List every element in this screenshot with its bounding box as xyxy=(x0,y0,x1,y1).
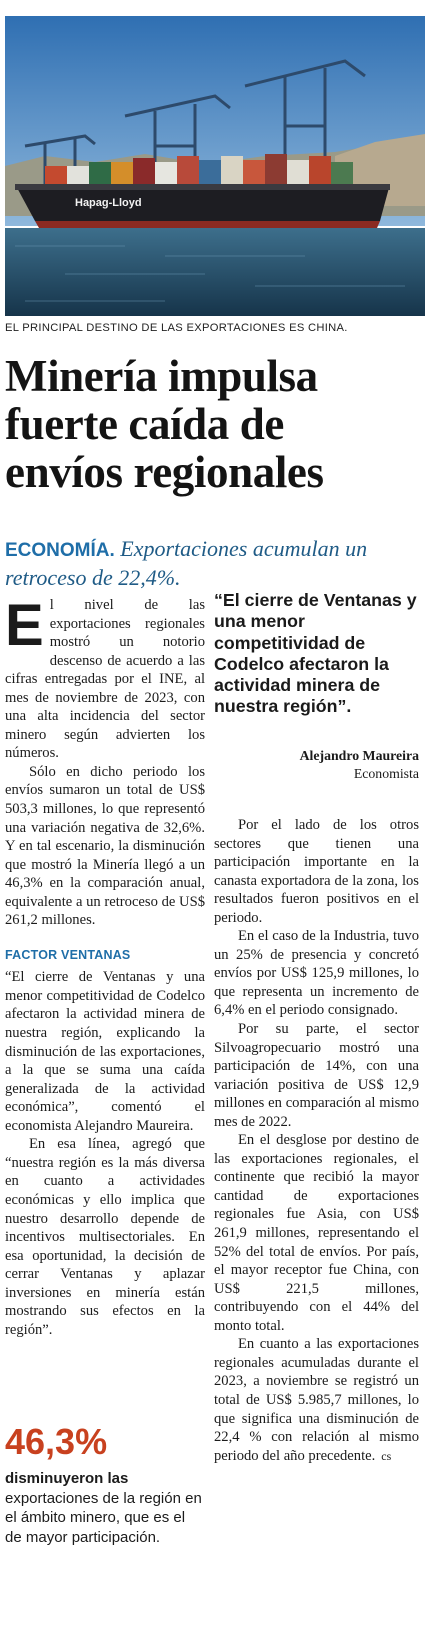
end-mark-icon: cs xyxy=(381,1448,392,1463)
headline xyxy=(5,352,425,496)
headline-line-2: fuerte caída de xyxy=(5,399,284,449)
paragraph-text: En cuanto a las exportaciones regionales acumuladas durante el 2023, a noviembre se registró un total de US$ 5.985,7 millones, lo que significa una disminución de 22,4 % con relación al mismo periodo del año precedente. xyxy=(214,1336,419,1464)
paragraph: En esa línea, agregó que “nuestra región es la más diversa en cuanto a actividades económicas y ello implica que nuestro desarrollo depende de incentivos multisectoriales. En esa oportunidad, la decisión de cerrar Ventanas y aplazar inversiones en minería están mostrando sus efectos en la región”. xyxy=(5,1136,205,1338)
deck xyxy=(5,535,425,591)
section-subhead: FACTOR VENTANAS xyxy=(5,947,131,962)
quote-author: Alejandro Maureira xyxy=(299,748,419,763)
quote-author-role: Economista xyxy=(353,766,419,781)
paragraph xyxy=(214,1335,419,1465)
drop-cap: E xyxy=(5,593,44,658)
body-column-left xyxy=(5,593,205,1339)
paragraph: En el caso de la Industria, tuvo un 25% de presencia y concretó envíos por US$ 125,9 millones, lo que representa un incremento de 6,4% en el periodo consignado. xyxy=(214,928,419,1019)
ship-name-label: Hapag-Lloyd xyxy=(75,197,142,209)
paragraph-text: l nivel de las exportaciones regionales mostró un notorio descenso de acuerdo a las cifras entregadas por el INE, al mes de noviembre de 2023, con una alta incidencia del sector minero según advierten los números. xyxy=(5,597,205,762)
deck-text: Exportaciones acumulan un retroceso de 22,4%. xyxy=(5,536,368,590)
headline-line-3: envíos regionales xyxy=(5,447,324,497)
paragraph: Por su parte, el sector Silvoagropecuario mostró una participación de 14%, con una variación positiva de US$ 12,9 millones en comparación al mismo mes de 2022. xyxy=(214,1021,419,1130)
paragraph xyxy=(5,593,205,763)
stat-description xyxy=(5,1469,205,1547)
paragraph: Por el lado de los otros sectores que tienen una participación importante en la canasta exportadora de la zona, los resultados fueron positivos en el periodo. xyxy=(214,817,419,926)
headline-line-1: Minería impulsa xyxy=(5,351,318,401)
container-ship-illustration xyxy=(5,16,425,316)
paragraph: Sólo en dicho periodo los envíos sumaron un total de US$ 503,3 millones, lo que representó una variación negativa de 32,6%. Y en tal escenario, la disminución que mostró la Minería llegó a un 46,3% en la comparación anual, equivalente a un retroceso de US$ 261,2 millones. xyxy=(5,763,205,929)
pull-quote: “El cierre de Ventanas y una menor competitividad de Codelco afectaron la actividad minera de nuestra región”. xyxy=(214,590,417,717)
stat-text: exportaciones de la región en el ámbito minero, que es el de mayor participación. xyxy=(5,1489,202,1546)
paragraph: En el desglose por destino de las exportaciones regionales, el continente que recibió la mayor cantidad de exportaciones regionales fue Asia, con US$ 261,9 millones, representando el 52% del total de envíos. Por país, el mayor receptor fue China, con US$ 221,5 millones, contribuyendo con el 44% del monto total. xyxy=(214,1132,419,1334)
port-photo xyxy=(5,16,425,316)
stat-number: 46,3% xyxy=(5,1421,108,1462)
stat-lead: disminuyeron las xyxy=(5,1470,129,1487)
photo-caption: EL PRINCIPAL DESTINO DE LAS EXPORTACIONES ES CHINA. xyxy=(5,322,348,334)
body-column-right xyxy=(214,816,419,1465)
paragraph: “El cierre de Ventanas y una menor competitividad de Codelco afectaron la actividad minera de nuestra región, explicando la disminución de las exportaciones, a la que se suma una caída generalizada de la actividad económica”, comentó el economista Alejandro Maureira. xyxy=(5,969,205,1134)
deck-kicker: ECONOMÍA. xyxy=(5,540,115,561)
